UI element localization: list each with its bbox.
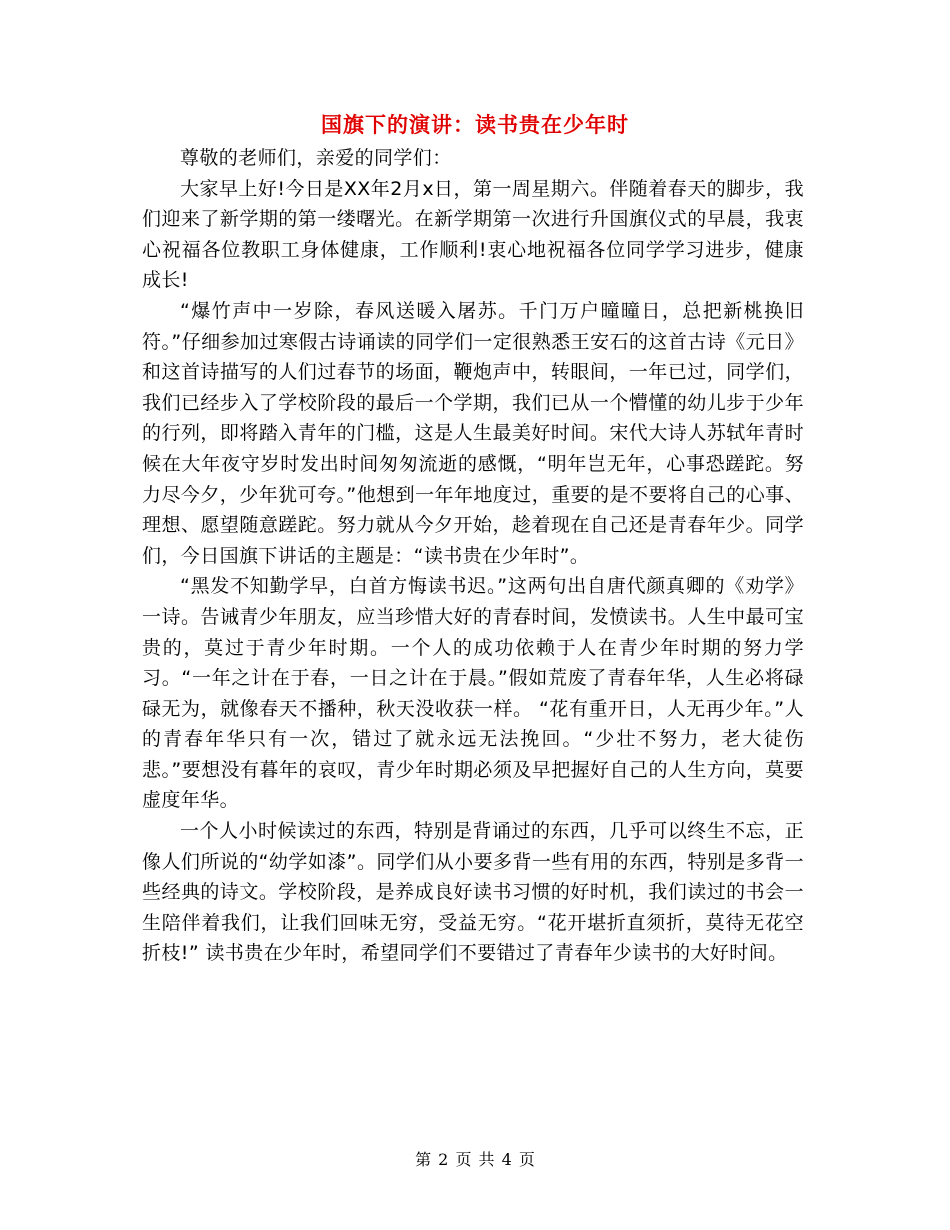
paragraph-greeting: 大家早上好!今日是XX年2月x日，第一周星期六。伴随着春天的脚步，我们迎来了新学期的第一缕曙光。在新学期第一次进行升国旗仪式的早晨，我衷心祝福各位教职工身体健康，工作顺利!衷心地祝福各位同学学习进步，健康成长! <box>142 177 804 292</box>
paragraph-recitation: 一个人小时候读过的东西，特别是背诵过的东西，几乎可以终生不忘，正像人们所说的“幼学如漆”。同学们从小要多背一些有用的东西，特别是多背一些经典的诗文。学校阶段，是养成良好读书习惯的好时机，我们读过的书会一生陪伴着我们，让我们回味无穷，受益无穷。“花开堪折直须折，莫待无花空折枝!” 读书贵在少年时，希望同学们不要错过了青春年少读书的大好时间。 <box>142 820 804 965</box>
page-title: 国旗下的演讲：读书贵在少年时 <box>321 112 629 137</box>
document-body <box>142 143 804 969</box>
salutation: 尊敬的老师们，亲爱的同学们： <box>180 147 452 169</box>
page-number-footer: 第 2 页 共 4 页 <box>415 1150 535 1169</box>
paragraph-encourage-study: “黑发不知勤学早，白首方悔读书迟。”这两句出自唐代颜真卿的《劝学》一诗。告诫青少年朋友，应当珍惜大好的青春时间，发愤读书。人生中最可宝贵的，莫过于青少年时期。一个人的成功依赖于人在青少年时期的努力学习。“一年之计在于春，一日之计在于晨。”假如荒废了青春年华，人生必将碌碌无为，就像春天不播种，秋天没收获一样。 “花有重开日，人无再少年。”人的青春年华只有一次，错过了就永远无法挽回。“少壮不努力，老大徒伤悲。”要想没有暮年的哀叹，青少年时期必须及早把握好自己的人生方向，莫要虚度年华。 <box>142 575 804 812</box>
paragraph-new-year-poem: “爆竹声中一岁除，春风送暖入屠苏。千门万户曈曈日，总把新桃换旧符。”仔细参加过寒假古诗诵读的同学们一定很熟悉王安石的这首古诗《元日》和这首诗描写的人们过春节的场面，鞭炮声中，转眼间，一年已过，同学们，我们已经步入了学校阶段的最后一个学期，我们已从一个懵懂的幼儿步于少年的行列，即将踏入青年的门槛，这是人生最美好时间。宋代大诗人苏轼年青时候在大年夜守岁时发出时间匆匆流逝的感慨，“明年岂无年，心事恐蹉跎。努力尽今夕，少年犹可夸。”他想到一年年地度过，重要的是不要将自己的心事、理想、愿望随意蹉跎。努力就从今夕开始，趁着现在自己还是青春年少。同学们，今日国旗下讲话的主题是：“读书贵在少年时”。 <box>142 299 804 567</box>
